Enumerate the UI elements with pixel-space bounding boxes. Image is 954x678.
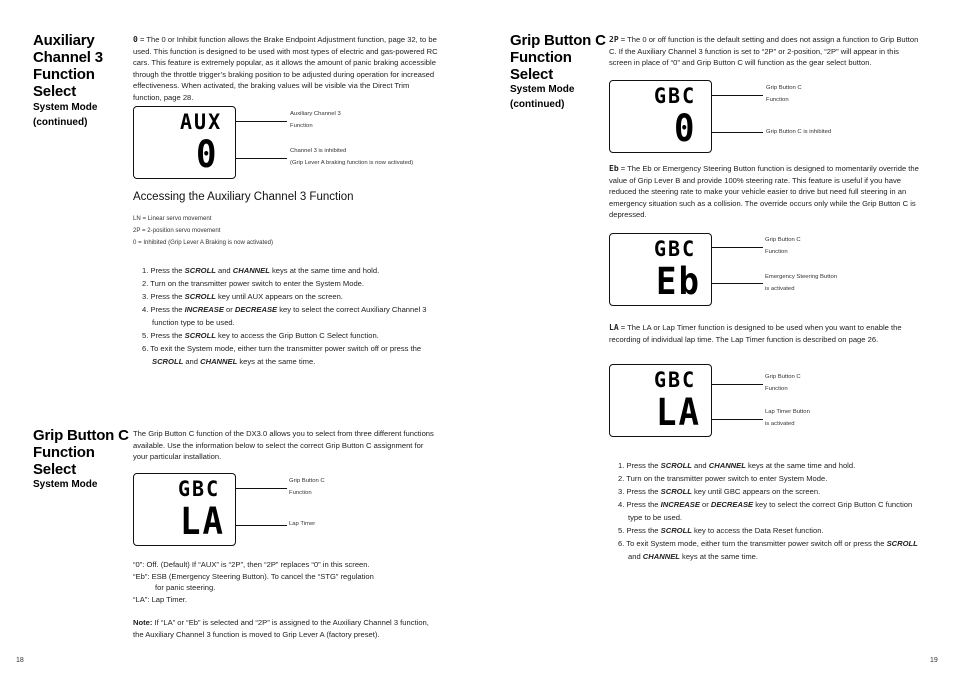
- aux-legend: LN = Linear servo movement 2P = 2-position servo movement 0 = Inhibited (Grip Lever A Braking is now activated): [133, 215, 274, 246]
- gbc0-callout-function: Grip Button C Function: [766, 85, 802, 103]
- grip-section-title: Grip Button C Function Select: [33, 427, 129, 478]
- lcd-screen-gbc-eb: [609, 233, 712, 306]
- list-item: 6. To exit System mode, either turn the transmitter power switch off or press the SCROLL and CHANNEL keys at the same time.: [618, 539, 918, 561]
- list-item: 3. Press the SCROLL key until GBC appears on the screen.: [618, 487, 821, 496]
- callout-leader: [712, 247, 763, 248]
- la-paragraph: LA = The LA or Lap Timer function is designed to be used when you want to enable the recording of individual lap time. The Lap Timer function is described on page 26.: [609, 323, 902, 344]
- list-item: 1. Press the SCROLL and CHANNEL keys at the same time and hold.: [618, 461, 856, 470]
- page-number-left: 18: [16, 657, 24, 664]
- gbcla-callout-activated: Lap Timer Button is activated: [765, 409, 810, 427]
- gbcla-callout-function: Grip Button C Function: [765, 374, 801, 392]
- aux-section-subtitle: System Mode (continued): [33, 102, 98, 128]
- aux-steps-list: [142, 264, 442, 368]
- aux-callout-function: Auxiliary Channel 3 Function: [290, 111, 341, 129]
- grip-section-subtitle: System Mode: [33, 479, 98, 490]
- lcd-screen-aux: [133, 106, 236, 179]
- grip-continued-title: Grip Button C Function Select: [510, 32, 606, 83]
- lcd-code-eb: Eb: [609, 164, 619, 173]
- list-item: for panic steering.: [155, 583, 216, 593]
- lcd-screen-gbc-la-right: [609, 364, 712, 437]
- lcd-screen-gbc-la: [133, 473, 236, 546]
- callout-leader: [236, 158, 287, 159]
- list-item: 5. Press the SCROLL key to access the Grip Button C Select function.: [142, 331, 379, 340]
- p2p-paragraph: 2P = The 0 or off function is the default setting and does not assign a function to Grip Button C. If the Auxiliary Channel 3 function is set to “2P” or 2-position, “2P” will appear in this screen in place of “0” and Grip Button C will function as the gear select button.: [609, 35, 919, 68]
- callout-leader: [236, 488, 287, 489]
- callout-leader: [712, 132, 763, 133]
- list-item: 3. Press the SCROLL key until AUX appears on the screen.: [142, 292, 343, 301]
- list-item: 2. Turn on the transmitter power switch to enter the System Mode.: [142, 279, 365, 288]
- list-item: 4. Press the INCREASE or DECREASE key to select the correct Grip Button C function type to be used.: [618, 500, 913, 522]
- lcd-code-la: LA: [609, 323, 619, 332]
- gbceb-callout-activated: Emergency Steering Button is activated: [765, 274, 838, 292]
- lcd-bottom-text: LA: [656, 391, 701, 435]
- lcd-bottom-text: 0: [196, 133, 219, 177]
- lcd-screen-gbc-0: [609, 80, 712, 153]
- lcd-top-text: GBC: [654, 83, 697, 109]
- lcd-bottom-text: 0: [674, 107, 697, 151]
- list-item: 4. Press the INCREASE or DECREASE key to select the correct Auxiliary Channel 3 function type to be used.: [142, 305, 427, 327]
- lcd-bottom-text: LA: [180, 500, 225, 544]
- page-number-right: 19: [930, 657, 938, 664]
- gbceb-callout-function: Grip Button C Function: [765, 237, 801, 255]
- lcd-top-text: GBC: [654, 367, 697, 393]
- lcd-bottom-text: Eb: [656, 260, 701, 304]
- lcd-code-0: 0: [133, 35, 138, 44]
- list-item: 2. Turn on the transmitter power switch to enter System Mode.: [618, 474, 828, 483]
- grip-callout-laptimer: Lap Timer: [289, 521, 316, 527]
- grip-intro-paragraph: The Grip Button C function of the DX3.0 allows you to select from three different functions available. Use the information below to select the correct Grip Button C assignment for your particular installation.: [133, 429, 434, 462]
- lcd-top-text: GBC: [654, 236, 697, 262]
- callout-leader: [712, 95, 763, 96]
- gbc-steps-list: [618, 459, 924, 563]
- callout-leader: [712, 283, 763, 284]
- list-item: “Eb”: ESB (Emergency Steering Button). To cancel the “STG” regulation: [133, 571, 374, 581]
- lcd-top-text: AUX: [180, 109, 223, 135]
- grip-continued-subtitle: System Mode (continued): [510, 84, 575, 110]
- callout-leader: [712, 419, 763, 420]
- list-item: “LA”: Lap Timer.: [133, 594, 188, 604]
- grip-note: Note: If “LA” or “Eb” is selected and “2P” is assigned to the Auxiliary Channel 3 function, the Auxiliary Channel 3 function is moved to Grip Lever A (factory preset).: [133, 618, 429, 639]
- aux-intro-paragraph: 0 = The 0 or Inhibit function allows the Brake Endpoint Adjustment function, page 32, to be used. This function is designed to be used with most types of electric and gas-powered RC cars. This feature is extremely popular, as it allows the amount of panic braking accessible through the throttle trigger’s braking position to be adjusted during operation for increased effectiveness. When activated, the braking values will be visible via the Direct Trim function, page 28.: [133, 35, 438, 102]
- gbc0-callout-inhibited: Grip Button C is inhibited: [766, 129, 832, 135]
- callout-leader: [236, 525, 287, 526]
- aux-section-title: Auxiliary Channel 3 Function Select: [33, 32, 103, 100]
- lcd-top-text: GBC: [178, 476, 221, 502]
- callout-leader: [712, 384, 763, 385]
- callout-leader: [236, 121, 287, 122]
- access-aux-heading: Accessing the Auxiliary Channel 3 Function: [133, 191, 354, 203]
- list-item: 6. To exit the System mode, either turn the transmitter power switch off or press the SCROLL and CHANNEL keys at the same time.: [142, 344, 422, 366]
- list-item: 5. Press the SCROLL key to access the Data Reset function.: [618, 526, 824, 535]
- list-item: 1. Press the SCROLL and CHANNEL keys at the same time and hold.: [142, 266, 380, 275]
- grip-options-list: [133, 559, 443, 605]
- aux-callout-inhibited: Channel 3 is inhibited (Grip Lever A braking function is now activated): [290, 148, 414, 166]
- lcd-code-2p: 2P: [609, 35, 619, 44]
- list-item: “0”: Off. (Default) If “AUX” is “2P”, then “2P” replaces “0” in this screen.: [133, 560, 370, 569]
- eb-paragraph: Eb = The Eb or Emergency Steering Button function is designed to momentarily override the value of Grip Lever B and provide 100% steering rate. This feature is useful if you have reduced the steering rate to make your vehicle easier to drive but need full steering in an emergency situation such as a collision. The override occurs only while the Grip Button C is depressed.: [609, 164, 919, 220]
- grip-callout-function: Grip Button C Function: [289, 478, 325, 496]
